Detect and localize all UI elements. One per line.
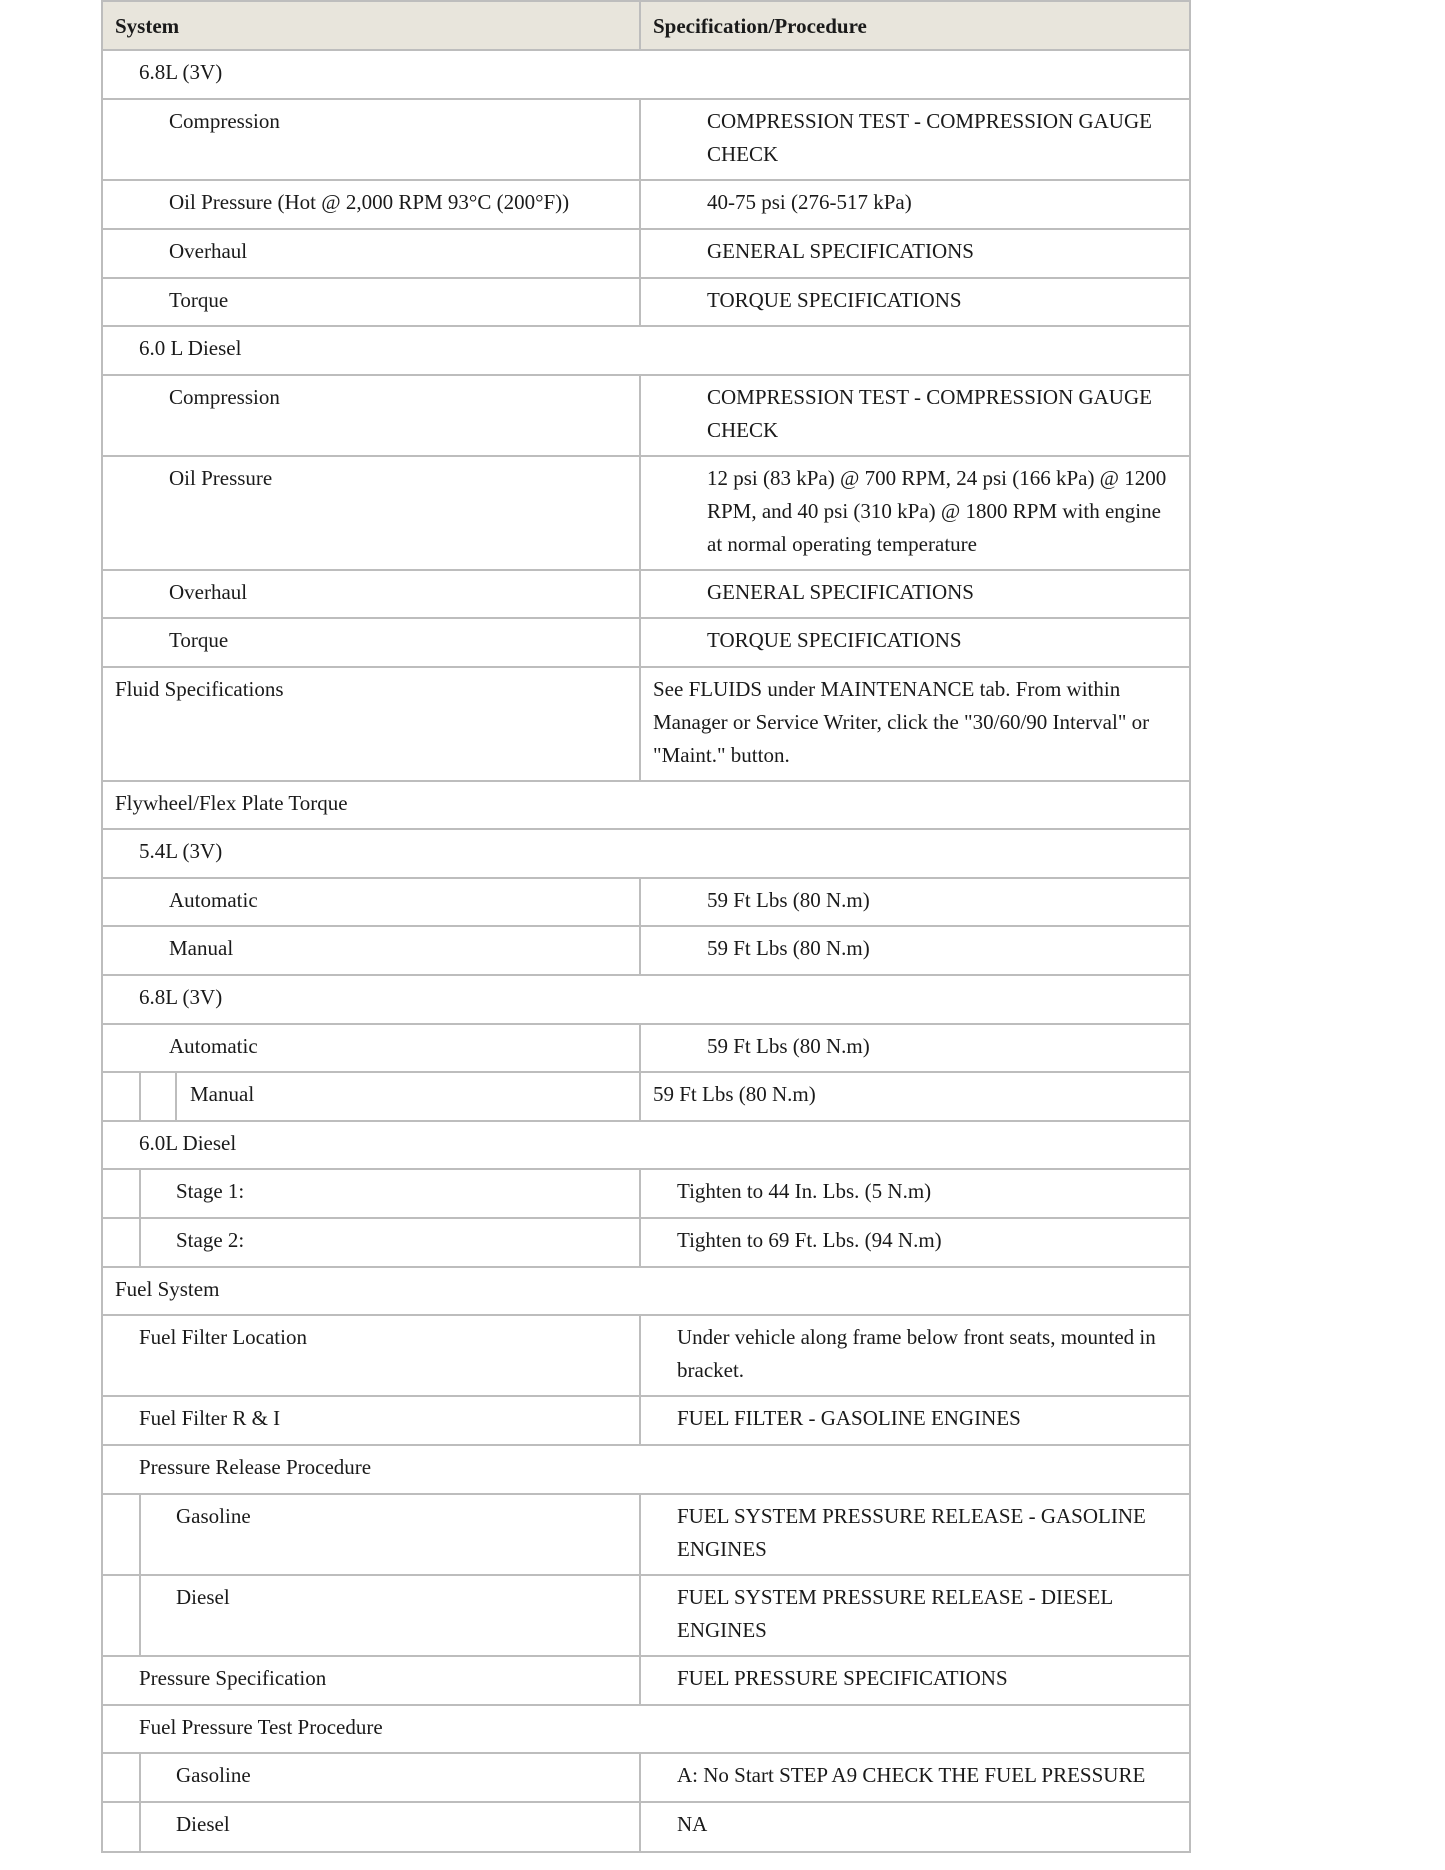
system-text: Compression bbox=[169, 385, 280, 409]
table-row-overhaul bbox=[101, 230, 1191, 279]
system-text: Pressure Release Procedure bbox=[139, 1455, 372, 1479]
spec-cell bbox=[641, 1495, 1189, 1574]
spec-text: TORQUE SPECIFICATIONS bbox=[707, 288, 962, 312]
spec-cell bbox=[641, 1397, 1189, 1444]
spec-cell bbox=[641, 457, 1189, 569]
system-cell bbox=[103, 782, 1189, 828]
system-cell bbox=[103, 1170, 641, 1217]
system-cell bbox=[103, 1754, 641, 1801]
indent-divider bbox=[175, 1073, 177, 1120]
spec-text: Manager or Service Writer, click the "30/60/90 Interval" or bbox=[653, 710, 1150, 734]
system-text: Manual bbox=[190, 1082, 255, 1106]
spec-text: ENGINES bbox=[677, 1618, 767, 1642]
system-text: Torque bbox=[169, 288, 229, 312]
system-cell bbox=[103, 668, 641, 780]
system-cell bbox=[103, 1073, 641, 1120]
spec-text: FUEL PRESSURE SPECIFICATIONS bbox=[677, 1666, 1008, 1690]
indent-divider bbox=[139, 1495, 141, 1574]
system-text: Oil Pressure (Hot @ 2,000 RPM 93°C (200°F)) bbox=[169, 190, 570, 214]
system-cell bbox=[103, 1397, 641, 1444]
spec-text: ENGINES bbox=[677, 1537, 767, 1561]
spec-text: Under vehicle along frame below front seats, mounted in bbox=[677, 1325, 1156, 1349]
spec-cell bbox=[641, 668, 1189, 780]
spec-text: FUEL SYSTEM PRESSURE RELEASE - GASOLINE bbox=[677, 1504, 1146, 1528]
spec-text: TORQUE SPECIFICATIONS bbox=[707, 628, 962, 652]
spec-text: See FLUIDS under MAINTENANCE tab. From within bbox=[653, 677, 1121, 701]
section-row-6-8l-3v bbox=[101, 976, 1191, 1025]
table-row-manual bbox=[101, 927, 1191, 976]
section-row-5-4l-3v bbox=[101, 830, 1191, 879]
table-row-compression bbox=[101, 376, 1191, 457]
spec-cell bbox=[641, 376, 1189, 455]
table-row-torque bbox=[101, 619, 1191, 668]
spec-cell bbox=[641, 879, 1189, 925]
spec-cell bbox=[641, 1170, 1189, 1217]
system-text: Stage 1: bbox=[176, 1179, 245, 1203]
system-cell bbox=[103, 457, 641, 569]
system-text: Fluid Specifications bbox=[115, 677, 284, 701]
spec-cell bbox=[641, 1025, 1189, 1071]
system-text: Diesel bbox=[176, 1585, 230, 1609]
spec-text: CHECK bbox=[707, 142, 779, 166]
indent-divider bbox=[139, 1219, 141, 1266]
spec-text: at normal operating temperature bbox=[707, 532, 977, 556]
system-cell bbox=[103, 1122, 1189, 1168]
column-header-system-text: System bbox=[115, 14, 180, 38]
spec-cell bbox=[641, 619, 1189, 666]
system-cell bbox=[103, 1495, 641, 1574]
table-row-gasoline bbox=[101, 1754, 1191, 1803]
system-text: Manual bbox=[169, 936, 234, 960]
system-cell bbox=[103, 1576, 641, 1655]
table-row-oil-pressure-hot-2-000-rpm-93-c-200-f bbox=[101, 181, 1191, 230]
spec-text: Tighten to 69 Ft. Lbs. (94 N.m) bbox=[677, 1228, 942, 1252]
spec-text: Tighten to 44 In. Lbs. (5 N.m) bbox=[677, 1179, 932, 1203]
spec-text: 59 Ft Lbs (80 N.m) bbox=[707, 936, 870, 960]
spec-text: 59 Ft Lbs (80 N.m) bbox=[707, 1034, 870, 1058]
column-header-system-cell bbox=[103, 2, 641, 49]
system-cell bbox=[103, 1025, 641, 1071]
indent-divider bbox=[139, 1170, 141, 1217]
system-cell bbox=[103, 327, 1189, 374]
table-row-stage-2 bbox=[101, 1219, 1191, 1268]
system-text: Diesel bbox=[176, 1812, 230, 1836]
spec-table bbox=[101, 0, 1191, 1853]
system-cell bbox=[103, 100, 641, 179]
section-row-fuel-system bbox=[101, 1268, 1191, 1316]
table-row-overhaul bbox=[101, 571, 1191, 619]
indent-divider bbox=[139, 1803, 141, 1851]
system-text: Flywheel/Flex Plate Torque bbox=[115, 791, 348, 815]
system-cell bbox=[103, 1446, 1189, 1493]
system-text: Gasoline bbox=[176, 1763, 251, 1787]
system-cell bbox=[103, 1219, 641, 1266]
table-row-diesel bbox=[101, 1803, 1191, 1853]
spec-cell bbox=[641, 1219, 1189, 1266]
table-row-diesel bbox=[101, 1576, 1191, 1657]
system-cell bbox=[103, 927, 641, 974]
spec-text: bracket. bbox=[677, 1358, 745, 1382]
table-header-row bbox=[101, 0, 1191, 51]
spec-text: COMPRESSION TEST - COMPRESSION GAUGE bbox=[707, 109, 1152, 133]
system-text: Fuel Filter R & I bbox=[139, 1406, 281, 1430]
spec-cell bbox=[641, 230, 1189, 277]
system-text: 6.8L (3V) bbox=[139, 985, 223, 1009]
section-row-6-0-l-diesel bbox=[101, 327, 1191, 376]
section-row-6-8l-3v bbox=[101, 51, 1191, 100]
section-row-flywheel-flex-plate-torque bbox=[101, 782, 1191, 830]
table-row-oil-pressure bbox=[101, 457, 1191, 571]
spec-text: GENERAL SPECIFICATIONS bbox=[707, 239, 974, 263]
system-cell bbox=[103, 279, 641, 325]
system-cell bbox=[103, 976, 1189, 1023]
system-cell bbox=[103, 376, 641, 455]
system-text: Overhaul bbox=[169, 239, 248, 263]
table-row-automatic bbox=[101, 879, 1191, 927]
table-row-pressure-specification bbox=[101, 1657, 1191, 1706]
table-row-fluid-specifications bbox=[101, 668, 1191, 782]
indent-divider bbox=[139, 1754, 141, 1801]
spec-cell bbox=[641, 181, 1189, 228]
spec-cell bbox=[641, 1316, 1189, 1395]
spec-cell bbox=[641, 1073, 1189, 1120]
spec-text: NA bbox=[677, 1812, 708, 1836]
spec-cell bbox=[641, 1754, 1189, 1801]
system-text: Stage 2: bbox=[176, 1228, 245, 1252]
column-header-spec-text: Specification/Procedure bbox=[653, 14, 867, 38]
system-text: 6.0 L Diesel bbox=[139, 336, 242, 360]
indent-divider bbox=[139, 1576, 141, 1655]
system-text: Overhaul bbox=[169, 580, 248, 604]
table-row-torque bbox=[101, 279, 1191, 327]
system-text: Gasoline bbox=[176, 1504, 251, 1528]
system-text: Compression bbox=[169, 109, 280, 133]
spec-cell bbox=[641, 100, 1189, 179]
system-text: Oil Pressure bbox=[169, 466, 273, 490]
spec-text: 40-75 psi (276-517 kPa) bbox=[707, 190, 912, 214]
system-cell bbox=[103, 830, 1189, 877]
column-header-spec-cell bbox=[641, 2, 1189, 49]
spec-text: COMPRESSION TEST - COMPRESSION GAUGE bbox=[707, 385, 1152, 409]
table-row-fuel-filter-location bbox=[101, 1316, 1191, 1397]
indent-divider bbox=[139, 1073, 141, 1120]
system-text: Fuel Pressure Test Procedure bbox=[139, 1715, 383, 1739]
table-row-gasoline bbox=[101, 1495, 1191, 1576]
spec-text: GENERAL SPECIFICATIONS bbox=[707, 580, 974, 604]
spec-text: 59 Ft Lbs (80 N.m) bbox=[653, 1082, 816, 1106]
spec-cell bbox=[641, 927, 1189, 974]
table-row-manual bbox=[101, 1073, 1191, 1122]
spec-cell bbox=[641, 279, 1189, 325]
spec-cell bbox=[641, 571, 1189, 617]
system-text: Fuel Filter Location bbox=[139, 1325, 307, 1349]
system-cell bbox=[103, 1706, 1189, 1752]
system-cell bbox=[103, 1316, 641, 1395]
spec-text: A: No Start STEP A9 CHECK THE FUEL PRESSURE bbox=[677, 1763, 1146, 1787]
spec-cell bbox=[641, 1657, 1189, 1704]
system-cell bbox=[103, 879, 641, 925]
system-text: 5.4L (3V) bbox=[139, 839, 223, 863]
system-text: Torque bbox=[169, 628, 229, 652]
section-row-fuel-pressure-test-procedure bbox=[101, 1706, 1191, 1754]
system-cell bbox=[103, 230, 641, 277]
spec-text: 12 psi (83 kPa) @ 700 RPM, 24 psi (166 kPa) @ 1200 bbox=[707, 466, 1167, 490]
spec-text: "Maint." button. bbox=[653, 743, 790, 767]
system-cell bbox=[103, 1657, 641, 1704]
table-row-automatic bbox=[101, 1025, 1191, 1073]
spec-text: FUEL FILTER - GASOLINE ENGINES bbox=[677, 1406, 1021, 1430]
system-text: 6.8L (3V) bbox=[139, 60, 223, 84]
system-text: Fuel System bbox=[115, 1277, 220, 1301]
system-cell bbox=[103, 619, 641, 666]
system-text: 6.0L Diesel bbox=[139, 1131, 237, 1155]
system-cell bbox=[103, 571, 641, 617]
spec-text: FUEL SYSTEM PRESSURE RELEASE - DIESEL bbox=[677, 1585, 1114, 1609]
spec-cell bbox=[641, 1576, 1189, 1655]
system-cell bbox=[103, 181, 641, 228]
system-cell bbox=[103, 1268, 1189, 1314]
table-row-stage-1 bbox=[101, 1170, 1191, 1219]
system-text: Automatic bbox=[169, 888, 258, 912]
section-row-6-0l-diesel bbox=[101, 1122, 1191, 1170]
spec-text: 59 Ft Lbs (80 N.m) bbox=[707, 888, 870, 912]
table-row-fuel-filter-r-i bbox=[101, 1397, 1191, 1446]
spec-text: RPM, and 40 psi (310 kPa) @ 1800 RPM with engine bbox=[707, 499, 1161, 523]
system-cell bbox=[103, 51, 1189, 98]
spec-text: CHECK bbox=[707, 418, 779, 442]
section-row-pressure-release-procedure bbox=[101, 1446, 1191, 1495]
system-text: Automatic bbox=[169, 1034, 258, 1058]
system-cell bbox=[103, 1803, 641, 1851]
table-row-compression bbox=[101, 100, 1191, 181]
system-text: Pressure Specification bbox=[139, 1666, 327, 1690]
spec-cell bbox=[641, 1803, 1189, 1851]
